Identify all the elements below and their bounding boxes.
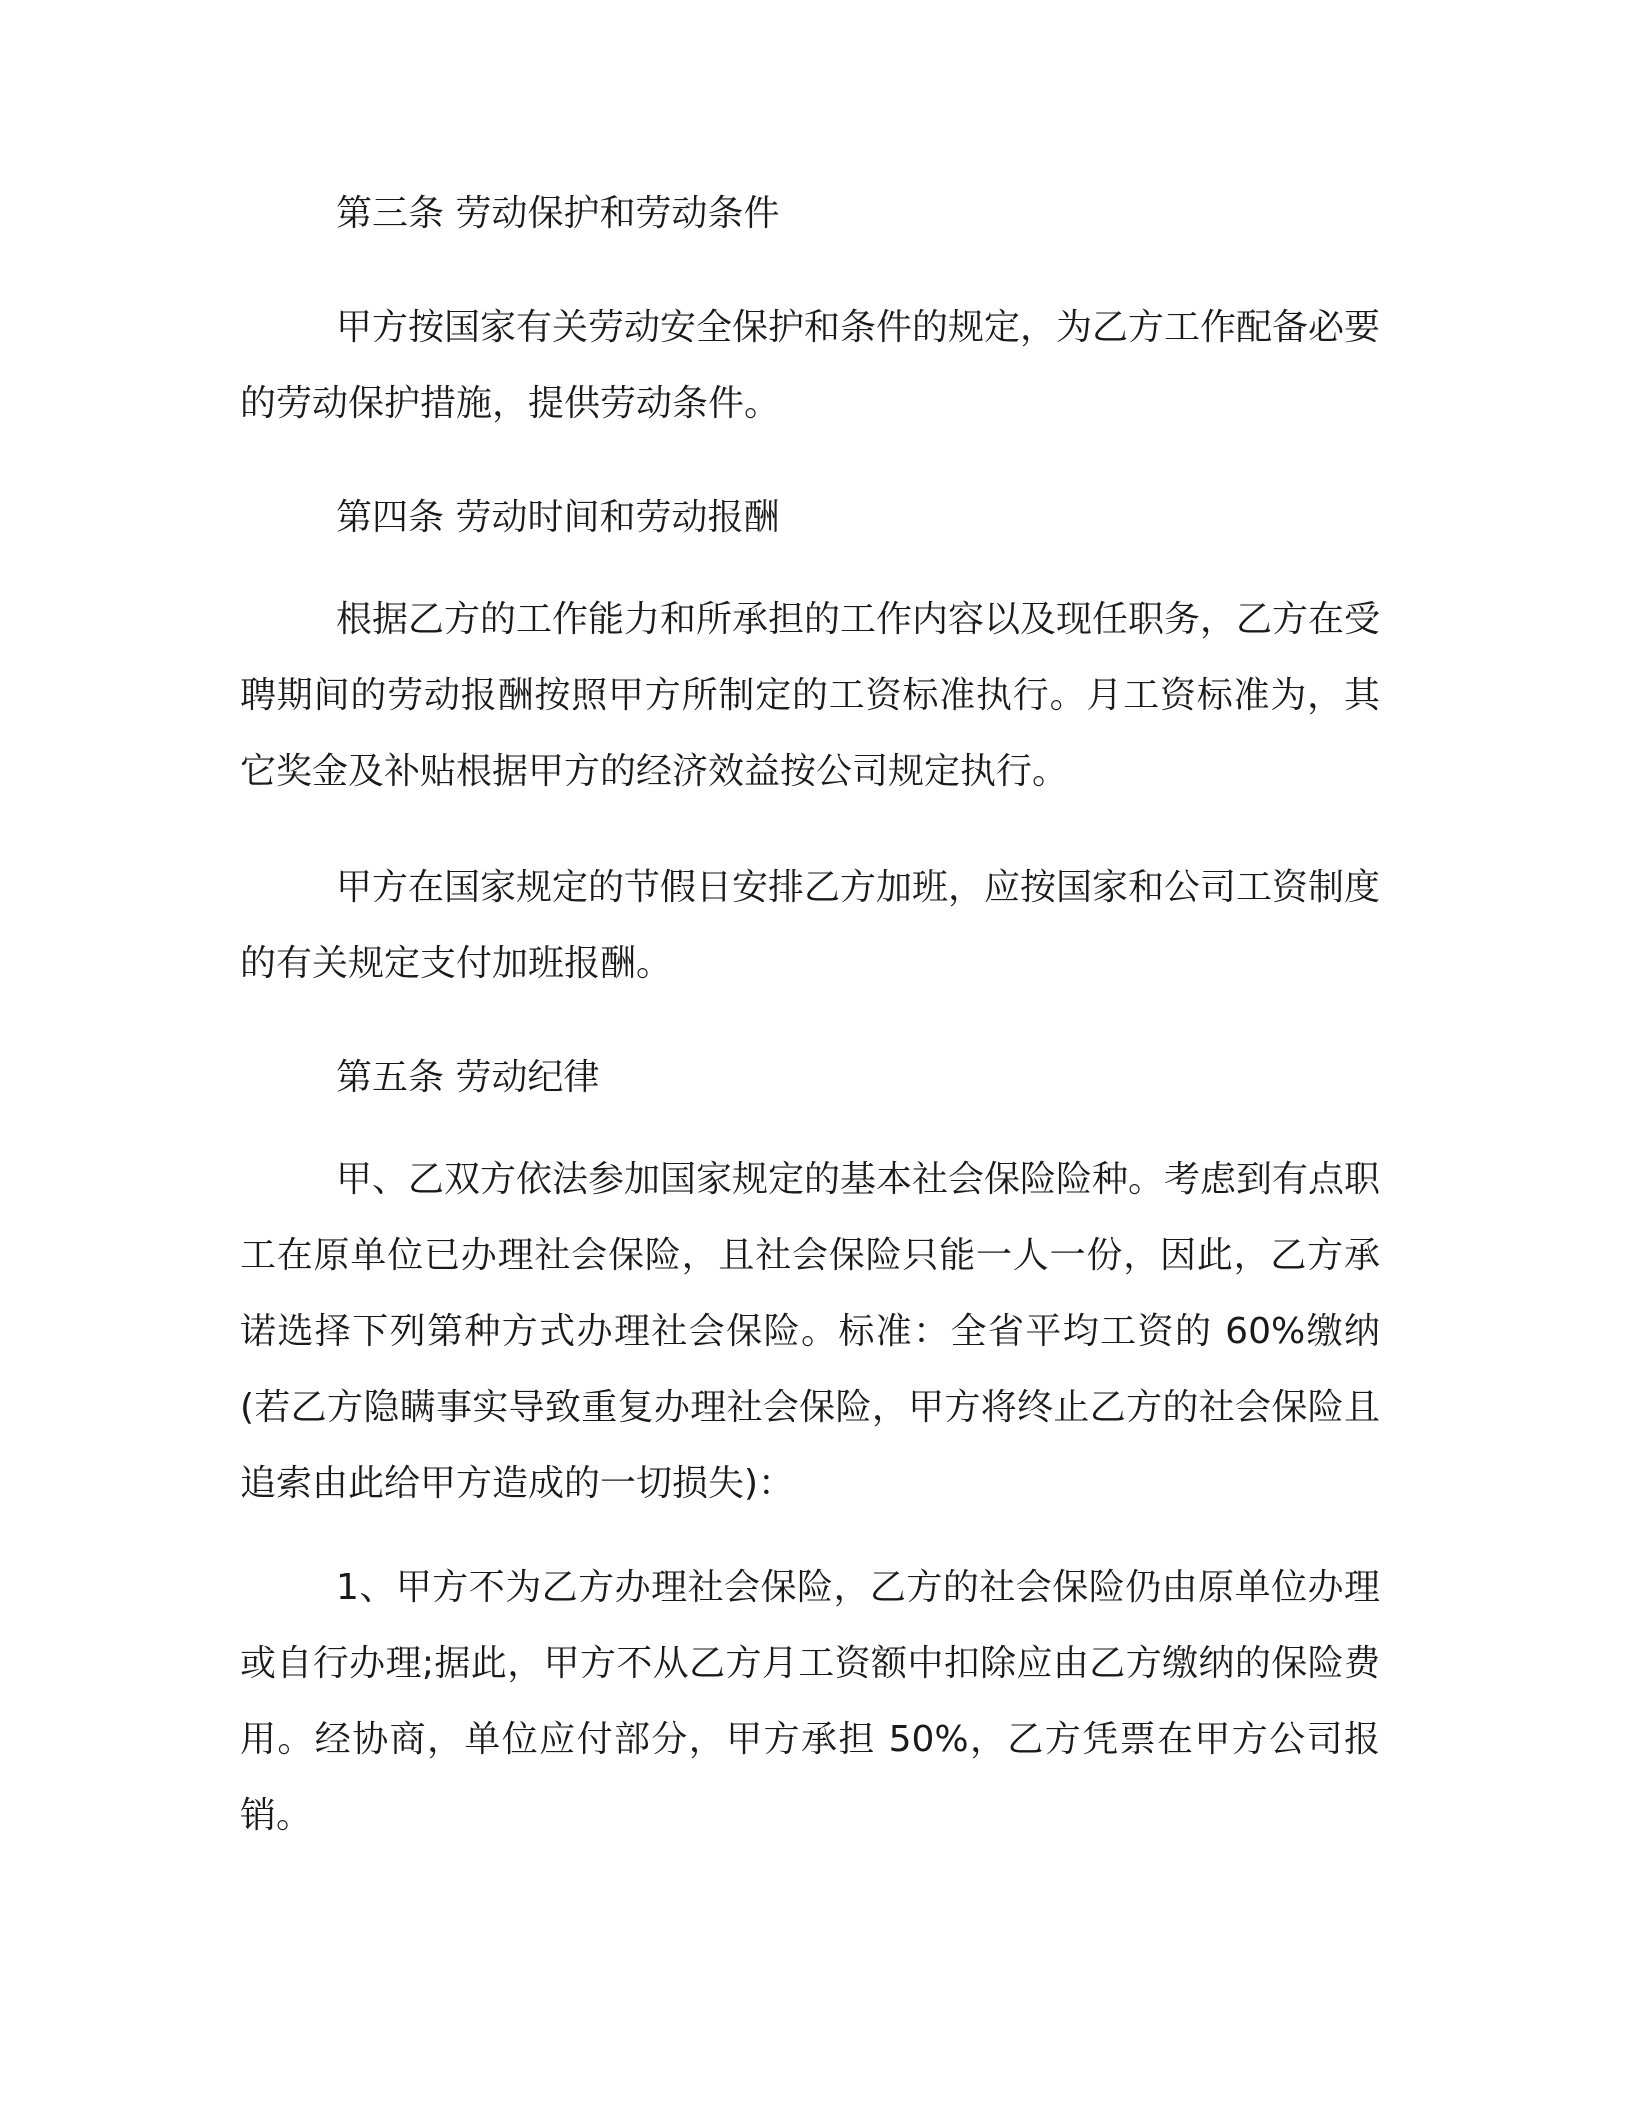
- document-body: [240, 190, 1380, 1854]
- section-5-item-1: 1、甲方不为乙方办理社会保险，乙方的社会保险仍由原单位办理或自行办理;据此，甲方不从乙方月工资额中扣除应由乙方缴纳的保险费用。经协商，单位应付部分，甲方承担 50%，乙方凭票在甲方公司报销。: [240, 1567, 1380, 1836]
- section-3-heading: 第三条 劳动保护和劳动条件: [336, 193, 780, 234]
- section-4-paragraph-1: 根据乙方的工作能力和所承担的工作内容以及现任职务，乙方在受聘期间的劳动报酬按照甲方所制定的工资标准执行。月工资标准为，其它奖金及补贴根据甲方的经济效益按公司规定执行。: [240, 599, 1381, 792]
- section-5-heading: 第五条 劳动纪律: [336, 1057, 600, 1098]
- section-4-heading: 第四条 劳动时间和劳动报酬: [336, 497, 780, 538]
- section-5-paragraph-1: 甲、乙双方依法参加国家规定的基本社会保险险种。考虑到有点职工在原单位已办理社会保险，且社会保险只能一人一份，因此，乙方承诺选择下列第种方式办理社会保险。标准：全省平均工资的 60%缴纳(若乙方隐瞒事实导致重复办理社会保险，甲方将终止乙方的社会保险且追索由此给甲方造成的一切损失)：: [240, 1159, 1381, 1504]
- section-3-paragraph: 甲方按国家有关劳动安全保护和条件的规定，为乙方工作配备必要的劳动保护措施，提供劳动条件。: [240, 307, 1381, 424]
- section-4-paragraph-2: 甲方在国家规定的节假日安排乙方加班，应按国家和公司工资制度的有关规定支付加班报酬。: [240, 867, 1381, 984]
